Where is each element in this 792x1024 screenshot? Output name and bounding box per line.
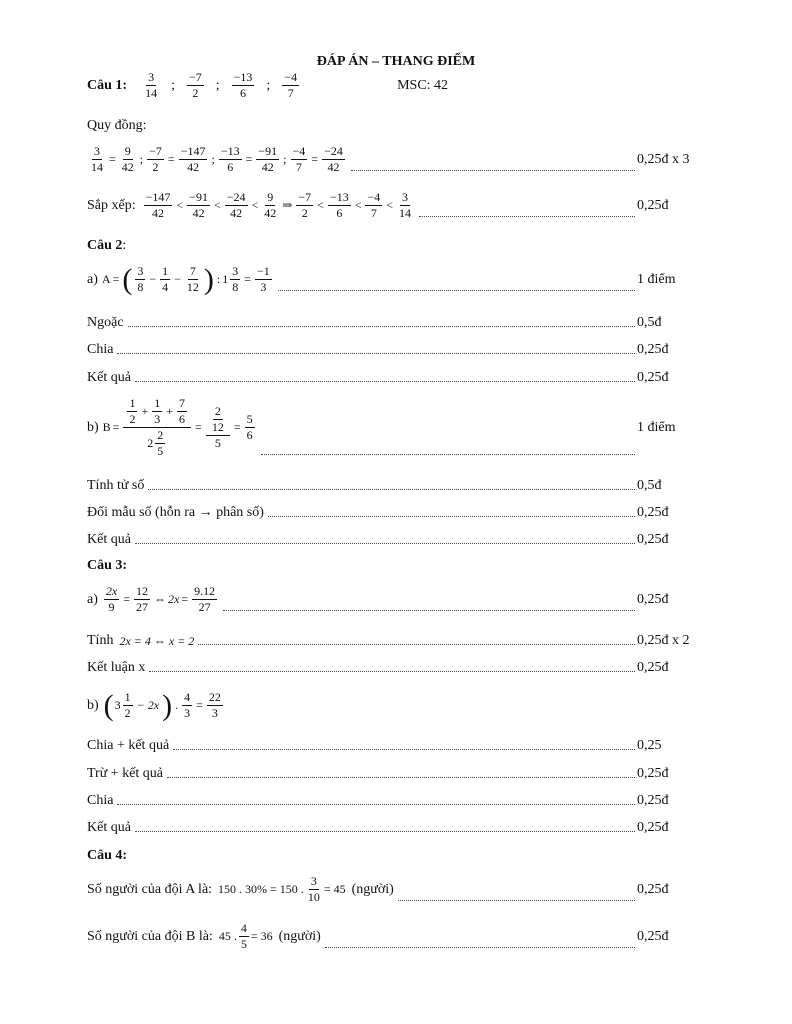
q4-label: Câu 4:	[87, 848, 128, 863]
leader-dots	[167, 776, 635, 778]
q3a-label: a)	[87, 591, 98, 607]
leader-dots	[135, 542, 635, 544]
leader-dots	[149, 670, 635, 672]
q2a-expr: A = ( $\frac{3}{8}$ − $\frac{1}{4}$ − $\frac{7}{12}$ ) : 1 $\frac{3}{8}$ = $\frac{-1}{3}$	[101, 262, 270, 296]
q3b-label: b)	[87, 697, 99, 713]
q1-quydong-row	[87, 144, 697, 175]
leader-dots	[135, 380, 635, 382]
leader-dots	[268, 515, 635, 517]
q2a-score: 1 điểm	[637, 271, 676, 287]
q4b-expr: 45 . $\frac{4}{5}$ = 36	[218, 921, 273, 951]
q3b-item-1: Chia + kết quả 0,25	[87, 738, 662, 753]
leader-dots	[351, 169, 635, 171]
q2a-label: a)	[87, 271, 98, 287]
q3-header	[87, 558, 697, 574]
q3-tinh-row: Tính 2x = 4 ⇔ x = 2 0,25đ x 2	[87, 633, 690, 648]
q1-quydong-expr: $\frac{3}{14}$ = $\frac{9}{42}$ ; $\frac{-7}{2}$ = $\frac{-147}{42}$ ; $\frac{-13}{6}$ = $\frac{-91}{42}$ ; $\frac{-4}{7}$ = $\frac{-24}{42}$	[91, 144, 343, 174]
q4-header	[87, 848, 697, 864]
leader-dots	[117, 352, 635, 354]
q1-sapxep-row	[87, 190, 697, 221]
q2b-item-1: Tính tử số 0,5đ	[87, 478, 662, 493]
leader-dots	[117, 803, 635, 805]
q2b-score: 1 điểm	[637, 419, 676, 435]
q2b-row	[87, 396, 697, 459]
q3b-row	[87, 690, 697, 721]
leader-dots	[198, 643, 635, 645]
q3b-expr: ( 3 $\frac{1}{2}$ − 2x ) . $\frac{4}{3}$ = $\frac{22}{3}$	[103, 688, 221, 722]
leader-dots	[173, 748, 635, 750]
q1-quydong-label: Quy đồng:	[87, 118, 147, 133]
q2a-item-3: Kết quả 0,25đ	[87, 370, 669, 385]
q4a-expr: 150 . 30% = 150 . $\frac{3}{10}$ = 45	[218, 874, 346, 904]
leader-dots	[128, 325, 635, 327]
leader-dots	[398, 899, 635, 901]
q1-frac-1: $\frac{3}{14}$	[145, 70, 158, 100]
q3a-expr: $\frac{2x}{9}$ = $\frac{12}{27}$ ⇔ 2x = $\frac{9.12}{27}$	[105, 584, 216, 614]
leader-dots	[261, 453, 635, 455]
q1-frac-4: $\frac{-4}{7}$	[284, 70, 298, 100]
q2b-expr: B = $\frac{1}{2}$ + $\frac{1}{3}$ + $\frac{7}{6}$ 2 $\frac{2}{5}$ = $\frac{\frac{2}{12}}{5}$ = $\frac{5}{6}$	[102, 396, 253, 458]
q1-quydong-label-row	[87, 118, 697, 134]
q1-header: Câu 1: $\frac{3}{14}$ ; $\frac{-7}{2}$ ; $\frac{-13}{6}$ ; $\frac{-4}{7}$ MSC: 42	[87, 70, 449, 100]
q1-sapxep-expr: $\frac{-147}{42}$ < $\frac{-91}{42}$ < $\frac{-24}{42}$ < $\frac{9}{42}$ ⇒ $\frac{-7}{2}$ < $\frac{-13}{6}$ < $\frac{-4}{7}$ < $\frac{3}{14}$	[145, 190, 412, 220]
q2-label: Câu 2	[87, 238, 123, 253]
q1-frac-3: $\frac{-13}{6}$	[233, 70, 253, 100]
q3-tinh-expr: 2x = 4 ⇔ x = 2	[119, 633, 195, 648]
q1-label: Câu 1:	[87, 77, 128, 93]
q2b-label: b)	[87, 419, 99, 435]
leader-dots	[278, 289, 635, 291]
q3-ketluan-row: Kết luận x 0,25đ	[87, 660, 669, 675]
q4b-row: Số người của đội B là: 45 . $\frac{4}{5}$ = 36 (người) 0,25đ	[87, 921, 669, 951]
q2-header: Câu 2 :	[87, 238, 127, 253]
q1-sapxep-label: Sắp xếp:	[87, 197, 136, 213]
q2b-item-3: Kết quả 0,25đ	[87, 532, 669, 547]
leader-dots	[223, 609, 635, 611]
q3a-score: 0,25đ	[637, 591, 669, 607]
q3a-row	[87, 584, 697, 615]
leader-dots	[148, 488, 635, 490]
q3b-item-3: Chia 0,25đ	[87, 793, 669, 808]
q1-msc: MSC: 42	[397, 77, 449, 93]
page-title: ĐÁP ÁN – THANG ĐIỂM	[316, 54, 476, 69]
leader-dots	[419, 215, 635, 217]
q3-label: Câu 3:	[87, 558, 128, 573]
q2a-item-1: Ngoặc 0,5đ	[87, 315, 662, 330]
q1-frac-2: $\frac{-7}{2}$	[188, 70, 202, 100]
q2b-item-2: Đổi mẫu số (hỗn ra → phân số) 0,25đ	[87, 505, 669, 520]
q3b-item-2: Trừ + kết quả 0,25đ	[87, 766, 669, 781]
q1-quydong-score: 0,25đ x 3	[637, 151, 690, 167]
q1-sapxep-score: 0,25đ	[637, 197, 669, 213]
q2a-row	[87, 264, 697, 295]
leader-dots	[135, 830, 635, 832]
q3b-item-4: Kết quả 0,25đ	[87, 820, 669, 835]
leader-dots	[325, 946, 635, 948]
q4a-row: Số người của đội A là: 150 . 30% = 150 . $\frac{3}{10}$ = 45 (người) 0,25đ	[87, 874, 669, 904]
q2a-item-2: Chia 0,25đ	[87, 342, 669, 357]
